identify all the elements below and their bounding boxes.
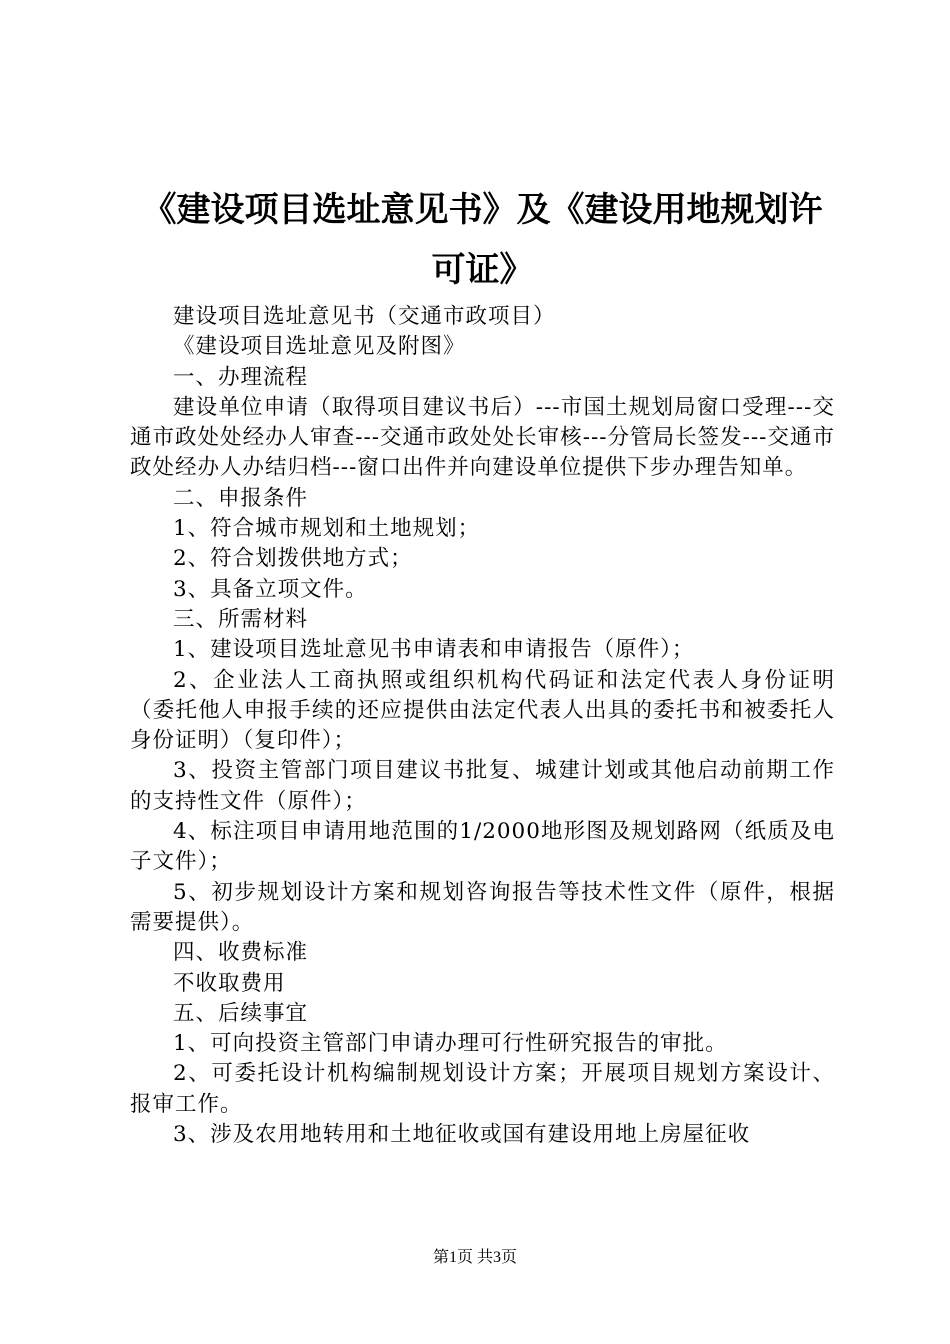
paragraph: 建设单位申请（取得项目建议书后）---市国土规划局窗口受理---交通市政处处经办人审查---交通市政处处长审核---分管局长签发---交通市政处经办人办结归档---窗口出件并向建设单位提供下步办理告知单。 — [130, 394, 835, 481]
paragraph: 不收取费用 — [173, 970, 286, 996]
list-item: 2、符合划拨供地方式； — [173, 546, 413, 572]
document-page — [130, 180, 835, 1150]
list-item: 1、符合城市规划和土地规划； — [173, 516, 481, 542]
list-item: 5、初步规划设计方案和规划咨询报告等技术性文件（原件，根据需要提供）。 — [130, 879, 835, 935]
section-heading: 五、后续事宜 — [173, 1000, 309, 1026]
list-item: 4、标注项目申请用地范围的1/2000地形图及规划路网（纸质及电子文件）； — [130, 819, 835, 875]
title-line-1: 《建设项目选址意见书》及《建设用地规划许 — [142, 190, 823, 230]
section-heading: 二、申报条件 — [173, 485, 309, 511]
section-heading: 四、收费标准 — [173, 940, 309, 966]
list-item: 2、可委托设计机构编制规划设计方案；开展项目规划方案设计、报审工作。 — [130, 1061, 835, 1117]
page-footer: 第1页 共3页 — [432, 1249, 517, 1266]
document-title — [110, 180, 855, 300]
list-item: 3、涉及农用地转用和土地征收或国有建设用地上房屋征收 — [173, 1122, 751, 1148]
list-item: 3、投资主管部门项目建议书批复、城建计划或其他启动前期工作的支持性文件（原件）； — [130, 758, 835, 814]
document-body — [130, 302, 835, 1150]
section-heading: 一、办理流程 — [173, 364, 309, 390]
list-item: 1、可向投资主管部门申请办理可行性研究报告的审批。 — [173, 1031, 728, 1057]
paragraph: 建设项目选址意见书（交通市政项目） — [173, 304, 556, 329]
title-line-2: 可证》 — [431, 250, 534, 290]
paragraph: 《建设项目选址意见及附图》 — [173, 334, 466, 360]
list-item: 3、具备立项文件。 — [173, 576, 368, 602]
section-heading: 三、所需材料 — [173, 606, 309, 632]
list-item: 2、企业法人工商执照或组织机构代码证和法定代表人身份证明（委托他人申报手续的还应提供由法定代表人出具的委托书和被委托人身份证明）（复印件）； — [130, 667, 835, 754]
list-item: 1、建设项目选址意见书申请表和申请报告（原件）； — [173, 637, 695, 663]
